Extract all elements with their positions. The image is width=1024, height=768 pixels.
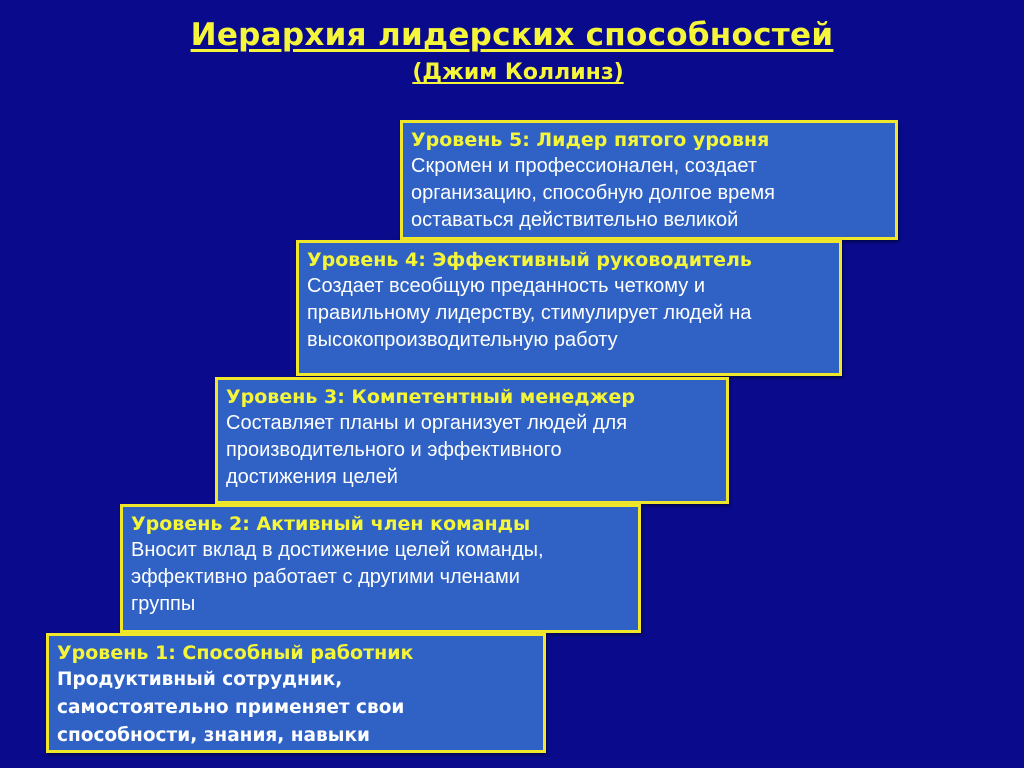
level-5-line-1: Скромен и профессионален, создает [411,155,757,177]
slide-subtitle [0,58,1024,88]
level-3-line-3: достижения целей [226,466,398,488]
level-4-box [296,240,842,376]
level-2-heading: Уровень 2: Активный член команды [131,513,531,535]
level-4-line-1: Создает всеобщую преданность четкому и [307,275,705,297]
level-3-box [215,377,729,504]
level-3-line-2: производительного и эффективного [226,439,562,461]
level-5-line-2: организацию, способную долгое время [411,182,775,204]
slide-title-text: Иерархия лидерских способностей [190,17,834,53]
level-3-heading: Уровень 3: Компетентный менеджер [226,386,635,408]
level-2-line-2: эффективно работает с другими членами [131,566,520,588]
slide-title [0,16,1024,54]
level-2-line-3: группы [131,593,196,615]
slide-subtitle-text: (Джим Коллинз) [412,60,624,85]
level-4-line-3: высокопроизводительную работу [307,329,618,351]
level-1-line-2: самостоятельно применяет свои [57,697,405,718]
level-2-box [120,504,641,633]
level-4-heading: Уровень 4: Эффективный руководитель [307,249,752,271]
level-5-box [400,120,898,240]
level-3-line-1: Составляет планы и организует людей для [226,412,628,434]
level-5-heading: Уровень 5: Лидер пятого уровня [411,129,770,151]
level-1-heading: Уровень 1: Способный работник [57,642,414,664]
level-5-line-3: оставаться действительно великой [411,209,739,231]
level-1-line-3: способности, знания, навыки [57,725,370,746]
level-2-line-1: Вносит вклад в достижение целей команды, [131,539,544,561]
level-1-box [46,633,546,753]
level-4-line-2: правильному лидерству, стимулирует людей на [307,302,752,324]
level-1-line-1: Продуктивный сотрудник, [57,669,343,690]
